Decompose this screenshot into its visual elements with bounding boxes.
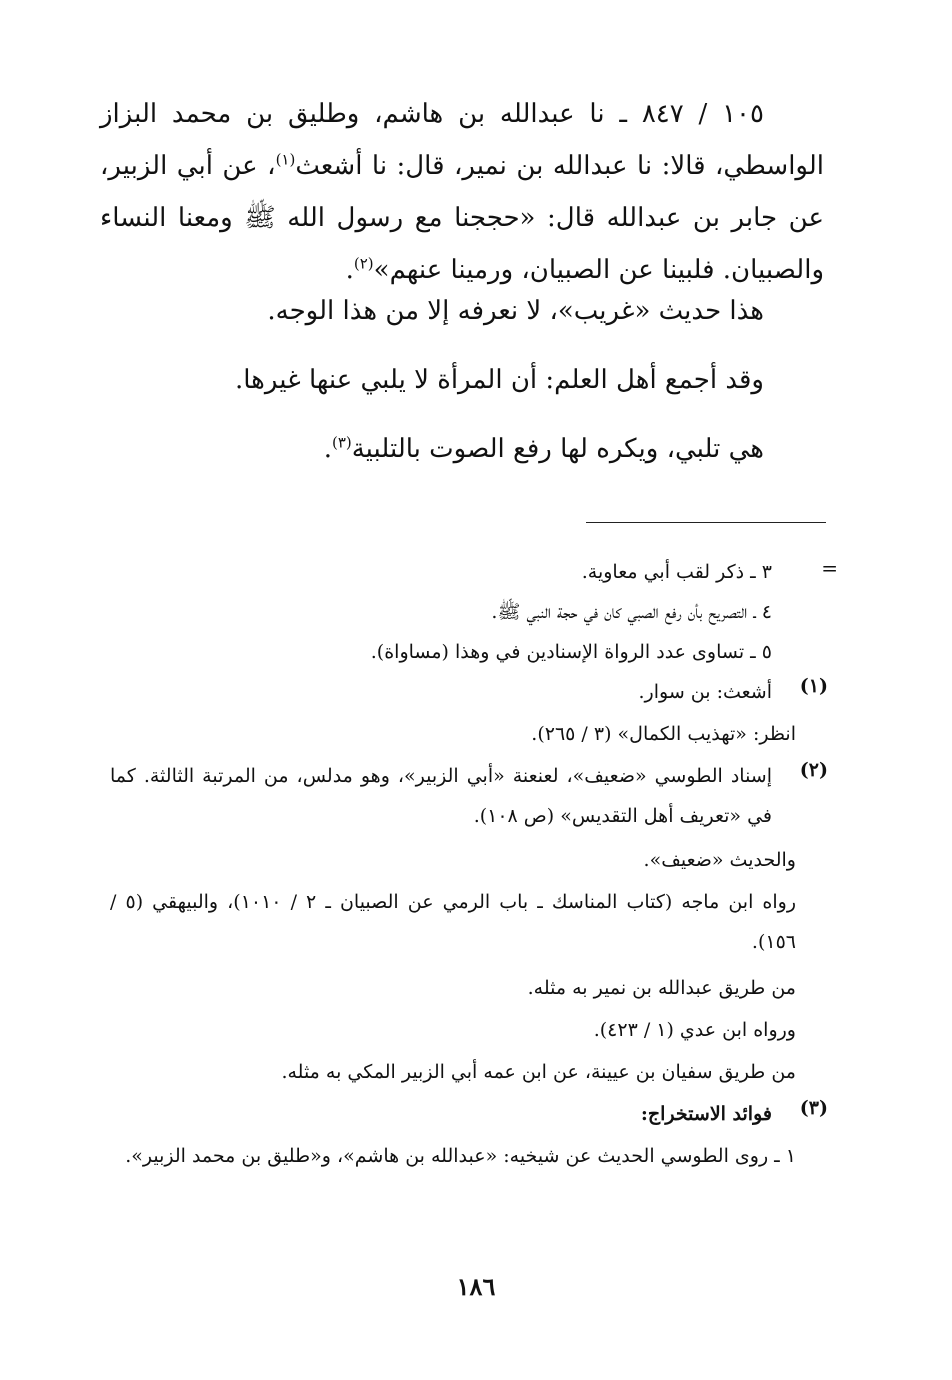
footnote-3-line-1: ١ ـ روى الطوسي الحديث عن شيخيه: «عبدالله بن هاشم»، و«طليق بن محمد الزبير». xyxy=(125,1145,796,1167)
footnote-number-1: (١) xyxy=(799,675,828,697)
consensus-line: وقد أجمع أهل العلم: أن المرأة لا يلبي عنها غيرها. xyxy=(235,365,764,395)
footnote-2-para-1 xyxy=(110,756,772,836)
footnote-2-line-6: من طريق سفيان بن عيينة، عن ابن عمه أبي الزبير المكي به مثله. xyxy=(281,1061,796,1083)
footnote-2-line-3: رواه ابن ماجه (كتاب المناسك ـ باب الرمي عن الصبيان ـ ٢ / ١٠١٠)، والبيهقي (٥ / ١٥٦). xyxy=(110,891,797,953)
footnote-number-2: (٢) xyxy=(799,759,828,781)
footnote-2-line-5: ورواه ابن عدي (١ / ٤٢٣). xyxy=(593,1019,796,1041)
footnote-2-para-3 xyxy=(110,882,796,962)
punctuation: . xyxy=(323,434,332,464)
talbiya-line xyxy=(324,434,764,464)
footnote-item-3: ٣ ـ ذكر لقب أبي معاوية. xyxy=(581,561,772,583)
footnote-item-4: ٤ ـ التصريح بأن رفع الصبي كان في حجة النبي ﷺ. xyxy=(491,601,772,623)
footnote-1-line-2: انظر: «تهذيب الكمال» (٣ / ٢٦٥). xyxy=(531,723,796,745)
talbiya-text: هي تلبي، ويكره لها رفع الصوت بالتلبية xyxy=(351,434,764,464)
hadith-text xyxy=(100,88,824,296)
footnote-ref-2[interactable]: (٢) xyxy=(353,254,374,273)
footnote-ref-3[interactable]: (٣) xyxy=(331,433,352,452)
footnote-2-line-1: إسناد الطوسي «ضعيف»، لعنعنة «أبي الزبير»، وهو مدلس، من المرتبة الثالثة. كما في «تعريف أهل التقديس» (ص ١٠٨). xyxy=(110,765,772,827)
hadith-chain: ١٠٥ / ٨٤٧ ـ نا عبدالله بن هاشم، وطليق بن محمد البزاز الواسطي، قالا: نا عبدالله بن نمير، قال: نا أشعث xyxy=(100,99,825,181)
continuation-mark: = xyxy=(821,556,838,580)
footnote-1-line-1: أشعث: بن سوار. xyxy=(638,681,772,703)
hadith-paragraph xyxy=(100,88,824,296)
footnote-ref-1[interactable]: (١) xyxy=(275,150,296,169)
footnote-number-3: (٣) xyxy=(799,1097,828,1119)
footnote-3-title: فوائد الاستخراج: xyxy=(640,1103,772,1125)
hadith-matn: ، عن أبي الزبير، عن جابر بن عبدالله قال: «حججنا مع رسول الله ﷺ ومعنا النساء والصبيان. فلبينا عن الصبيان، ورمينا عنهم» xyxy=(100,151,824,285)
footnote-divider xyxy=(586,522,826,523)
page-number: ١٨٦ xyxy=(456,1272,496,1301)
punctuation: . xyxy=(345,255,354,285)
footnote-3-para-1 xyxy=(110,1136,796,1176)
grading-line: هذا حديث «غريب»، لا نعرفه إلا من هذا الوجه. xyxy=(267,296,764,326)
footnote-2-line-4: من طريق عبدالله بن نمير به مثله. xyxy=(527,977,796,999)
footnote-2-line-2: والحديث «ضعيف». xyxy=(643,849,796,871)
footnote-item-5: ٥ ـ تساوى عدد الرواة الإسنادين في وهذا (مساواة). xyxy=(370,641,772,663)
